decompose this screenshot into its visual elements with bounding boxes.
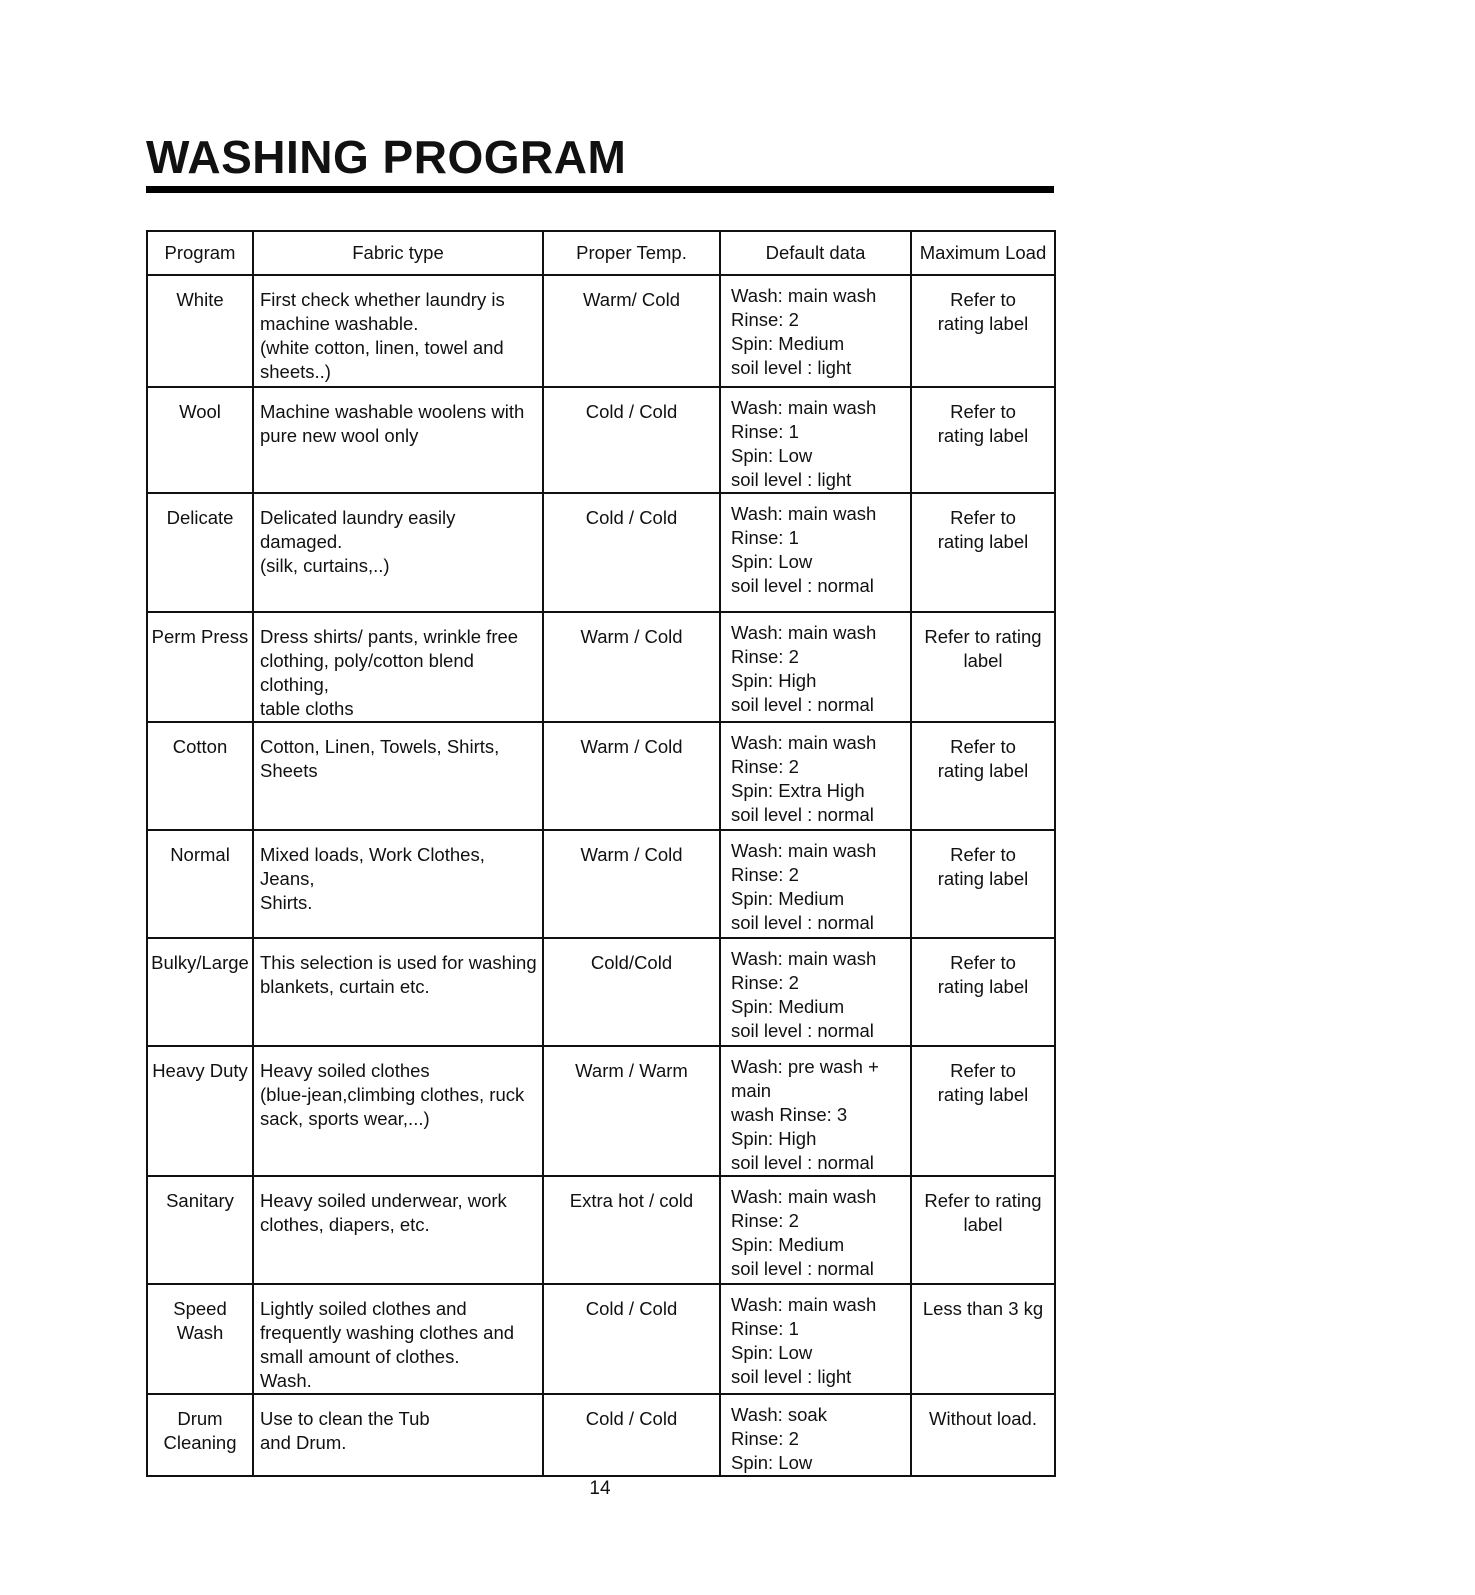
- program-name: Wool: [179, 401, 221, 422]
- header-default-data: Default data: [720, 231, 911, 275]
- program-name: Cotton: [172, 736, 228, 757]
- fabric-type: Machine washable woolens with pure new wool only: [260, 401, 525, 446]
- maximum-load: Refer to rating label: [937, 401, 1029, 446]
- program-name: White: [176, 289, 224, 310]
- default-data: Wash: main wash Rinse: 2 Spin: Medium soil level : normal: [731, 948, 877, 1041]
- maximum-load: Refer to rating label: [924, 626, 1042, 671]
- table-row: [147, 1284, 1055, 1394]
- table-row: [147, 612, 1055, 722]
- proper-temp: Warm / Warm: [575, 1060, 688, 1081]
- fabric-type: Cotton, Linen, Towels, Shirts, Sheets: [260, 736, 500, 781]
- table-header-row: [147, 231, 1055, 275]
- program-name: Drum Cleaning: [163, 1408, 237, 1453]
- program-name: Bulky/Large: [151, 952, 249, 973]
- proper-temp: Cold / Cold: [585, 401, 678, 422]
- maximum-load: Refer to rating label: [937, 289, 1029, 334]
- maximum-load: Refer to rating label: [937, 507, 1029, 552]
- program-name: Normal: [170, 844, 230, 865]
- fabric-type: This selection is used for washing blankets, curtain etc.: [260, 952, 537, 997]
- default-data: Wash: main wash Rinse: 2 Spin: Medium soil level : light: [731, 285, 877, 378]
- default-data: Wash: main wash Rinse: 2 Spin: High soil level : normal: [731, 622, 877, 715]
- proper-temp: Cold / Cold: [585, 1408, 678, 1429]
- default-data: Wash: main wash Rinse: 1 Spin: Low soil level : light: [731, 1294, 877, 1387]
- page-number: 14: [589, 1478, 611, 1499]
- page-title: WASHING PROGRAM: [146, 131, 627, 183]
- table-row: [147, 1394, 1055, 1476]
- maximum-load: Refer to rating label: [924, 1190, 1042, 1235]
- header-maximum-load: Maximum Load: [911, 231, 1055, 275]
- table-row: [147, 830, 1055, 938]
- default-data: Wash: main wash Rinse: 2 Spin: Medium soil level : normal: [731, 1186, 877, 1279]
- maximum-load: Refer to rating label: [937, 1060, 1029, 1105]
- program-name: Delicate: [166, 507, 234, 528]
- proper-temp: Warm / Cold: [580, 626, 683, 647]
- header-fabric-type: Fabric type: [253, 231, 543, 275]
- proper-temp: Warm/ Cold: [583, 289, 680, 310]
- table-row: [147, 722, 1055, 830]
- proper-temp: Cold / Cold: [585, 1298, 678, 1319]
- default-data: Wash: pre wash + main wash Rinse: 3 Spin: High soil level : normal: [731, 1056, 879, 1173]
- default-data: Wash: main wash Rinse: 2 Spin: Medium soil level : normal: [731, 840, 877, 933]
- program-name: Sanitary: [166, 1190, 234, 1211]
- table-row: [147, 1176, 1055, 1284]
- fabric-type: Lightly soiled clothes and frequently washing clothes and small amount of clothes. Wash.: [260, 1298, 515, 1391]
- default-data: Wash: main wash Rinse: 2 Spin: Extra High soil level : normal: [731, 732, 877, 825]
- default-data: Wash: main wash Rinse: 1 Spin: Low soil level : light: [731, 397, 877, 490]
- fabric-type: Delicated laundry easily damaged. (silk, curtains,..): [260, 507, 456, 576]
- table-row: [147, 493, 1055, 612]
- proper-temp: Extra hot / cold: [569, 1190, 694, 1211]
- program-name: Heavy Duty: [152, 1060, 248, 1081]
- default-data: Wash: soak Rinse: 2 Spin: Low: [731, 1404, 827, 1473]
- program-name: Perm Press: [151, 626, 249, 647]
- header-program: Program: [147, 231, 253, 275]
- fabric-type: Heavy soiled clothes (blue-jean,climbing clothes, ruck sack, sports wear,...): [260, 1060, 525, 1129]
- maximum-load: Refer to rating label: [937, 844, 1029, 889]
- washing-program-table: [146, 230, 1056, 1477]
- fabric-type: First check whether laundry is machine washable. (white cotton, linen, towel and sheets..): [260, 289, 505, 382]
- maximum-load: Refer to rating label: [937, 952, 1029, 997]
- maximum-load: Less than 3 kg: [922, 1298, 1044, 1319]
- fabric-type: Dress shirts/ pants, wrinkle free clothing, poly/cotton blend clothing, table cloths: [260, 626, 519, 719]
- maximum-load: Without load.: [929, 1408, 1037, 1429]
- proper-temp: Warm / Cold: [580, 736, 683, 757]
- fabric-type: Use to clean the Tub and Drum.: [260, 1408, 430, 1453]
- table-row: [147, 938, 1055, 1046]
- proper-temp: Cold/Cold: [590, 952, 673, 973]
- fabric-type: Mixed loads, Work Clothes, Jeans, Shirts.: [260, 844, 485, 913]
- proper-temp: Warm / Cold: [580, 844, 683, 865]
- title-underline: [146, 186, 1054, 193]
- fabric-type: Heavy soiled underwear, work clothes, diapers, etc.: [260, 1190, 507, 1235]
- table-row: [147, 1046, 1055, 1176]
- table-row: [147, 387, 1055, 493]
- header-proper-temp: Proper Temp.: [543, 231, 720, 275]
- program-name: Speed Wash: [173, 1298, 227, 1343]
- table-row: [147, 275, 1055, 387]
- default-data: Wash: main wash Rinse: 1 Spin: Low soil level : normal: [731, 503, 877, 596]
- proper-temp: Cold / Cold: [585, 507, 678, 528]
- maximum-load: Refer to rating label: [937, 736, 1029, 781]
